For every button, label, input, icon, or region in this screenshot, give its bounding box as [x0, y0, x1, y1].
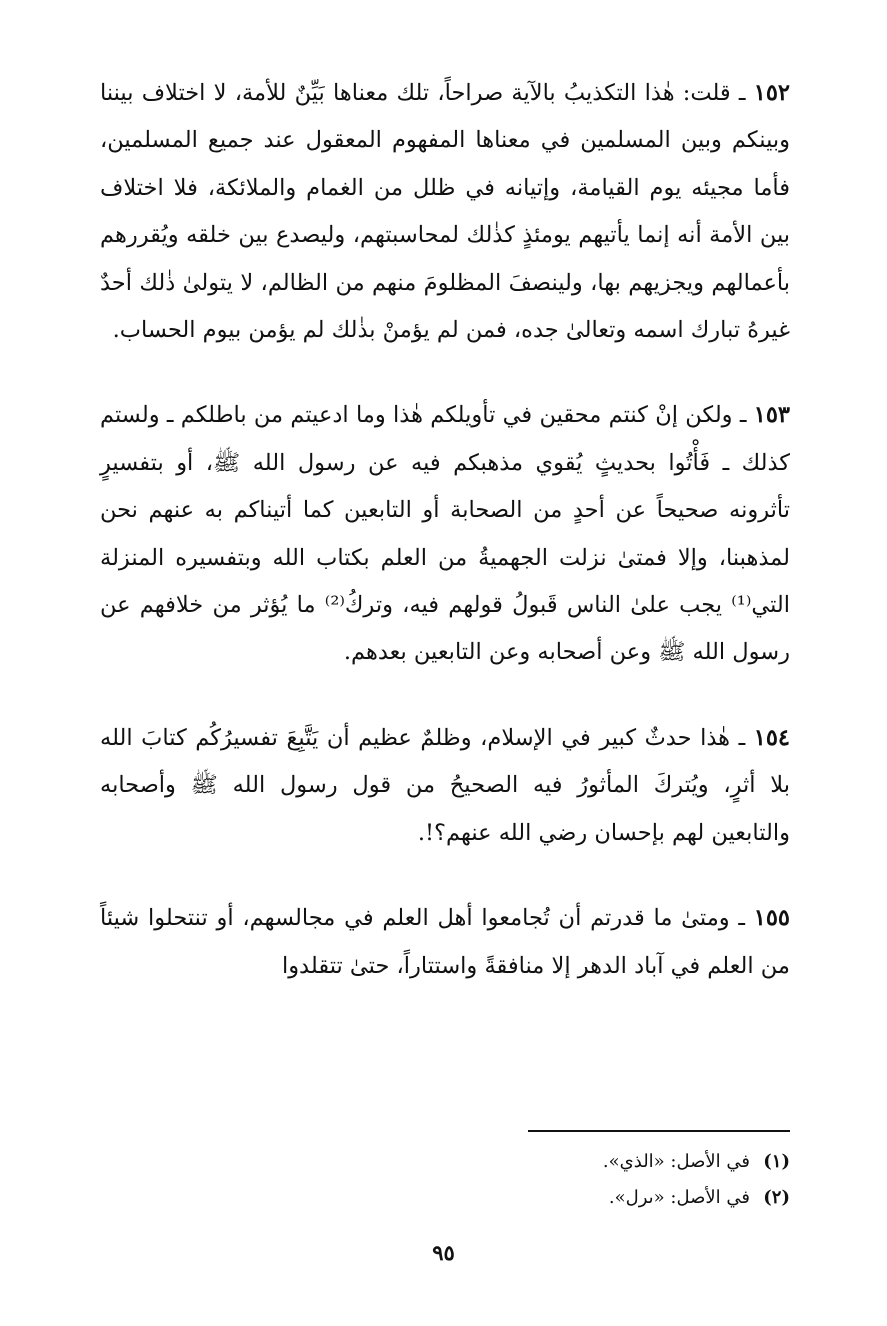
footnote-text: في الأصل: «الذي».: [602, 1151, 750, 1172]
paragraph-number: ١٥٢: [753, 80, 790, 106]
paragraph-text: ـ ومتىٰ ما قدرتم أن تُجامعوا أهل العلم في مجالسهم، أو تنتحلوا شيئاً من العلم في آباد الدهر إلا منافقةً واستتاراً، حتىٰ تتقلدوا: [100, 905, 790, 979]
paragraph-number: ١٥٤: [753, 724, 790, 751]
paragraph-153: [100, 392, 790, 676]
footnote-1: [100, 1144, 790, 1180]
footnote-mark: (٢): [763, 1187, 790, 1208]
paragraph-155: [100, 895, 790, 990]
page-number: ٩٥: [432, 1240, 455, 1265]
paragraph-text: ـ قلت: هٰذا التكذيبُ بالآية صراحاً، تلك معناها بَيِّنٌ للأمة، لا اختلاف بيننا وبينكم وبين المسلمين في معناها المفهوم المعقول عند جميع المسلمين، فأما مجيئه يوم القيامة، وإتيانه في ظلل من الغمام والملائكة، فلا اختلاف بين الأمة أنه إنما يأتيهم يومئذٍ كذٰلك لمحاسبتهم، وليصدع بين خلقه ويُقررهم بأعمالهم ويجزيهم بها، ولينصفَ المظلومَ منهم من الظالم، لا يتولىٰ ذٰلك أحدٌ غيرهُ تبارك اسمه وتعالىٰ جده، فمن لم يؤمنْ بذٰلك لم يؤمن بيوم الحساب.: [100, 80, 790, 344]
footnote-separator: [528, 1130, 790, 1132]
main-text: [100, 70, 790, 990]
paragraph-number: ١٥٣: [753, 402, 791, 429]
paragraph-text: ـ ولكن إنْ كنتم محقين في تأويلكم هٰذا وما ادعيتم من باطلكم ـ ولستم كذلك ـ فَأْتُوا بحديثٍ يُقوي مذهبكم فيه عن رسول الله ﷺ، أو بتفسيرٍ تأثرونه صحيحاً عن أحدٍ من الصحابة أو التابعين كما أتيناكم به عنهم نحن لمذهبنا، وإلا فمتىٰ نزلت الجهميةُ من العلم بكتاب الله وبتفسيره المنزلة التي⁽¹⁾ يجب علىٰ الناس قَبولُ قولهم فيه، وتركُ⁽²⁾ ما يُؤثر من خلافهم عن رسول الله ﷺ وعن أصحابه وعن التابعين بعدهم.: [100, 402, 790, 666]
paragraph-number: ١٥٥: [753, 905, 791, 932]
paragraph-154: [100, 715, 790, 857]
footnote-2: [100, 1180, 790, 1216]
paragraph-text: ـ هٰذا حدثٌ كبير في الإسلام، وظلمٌ عظيم أن يَتَّبِعَ تفسيرُكُم كتابَ الله بلا أثرٍ، ويُتركَ المأثورُ فيه الصحيحُ من قول رسول الله ﷺ وأصحابه والتابعين لهم بإحسان رضي الله عنهم؟!.: [100, 724, 790, 846]
footnotes: [100, 1144, 790, 1216]
paragraph-152: [100, 70, 790, 354]
footnote-mark: (١): [763, 1151, 790, 1172]
footnote-text: في الأصل: «ىرل».: [608, 1187, 750, 1208]
